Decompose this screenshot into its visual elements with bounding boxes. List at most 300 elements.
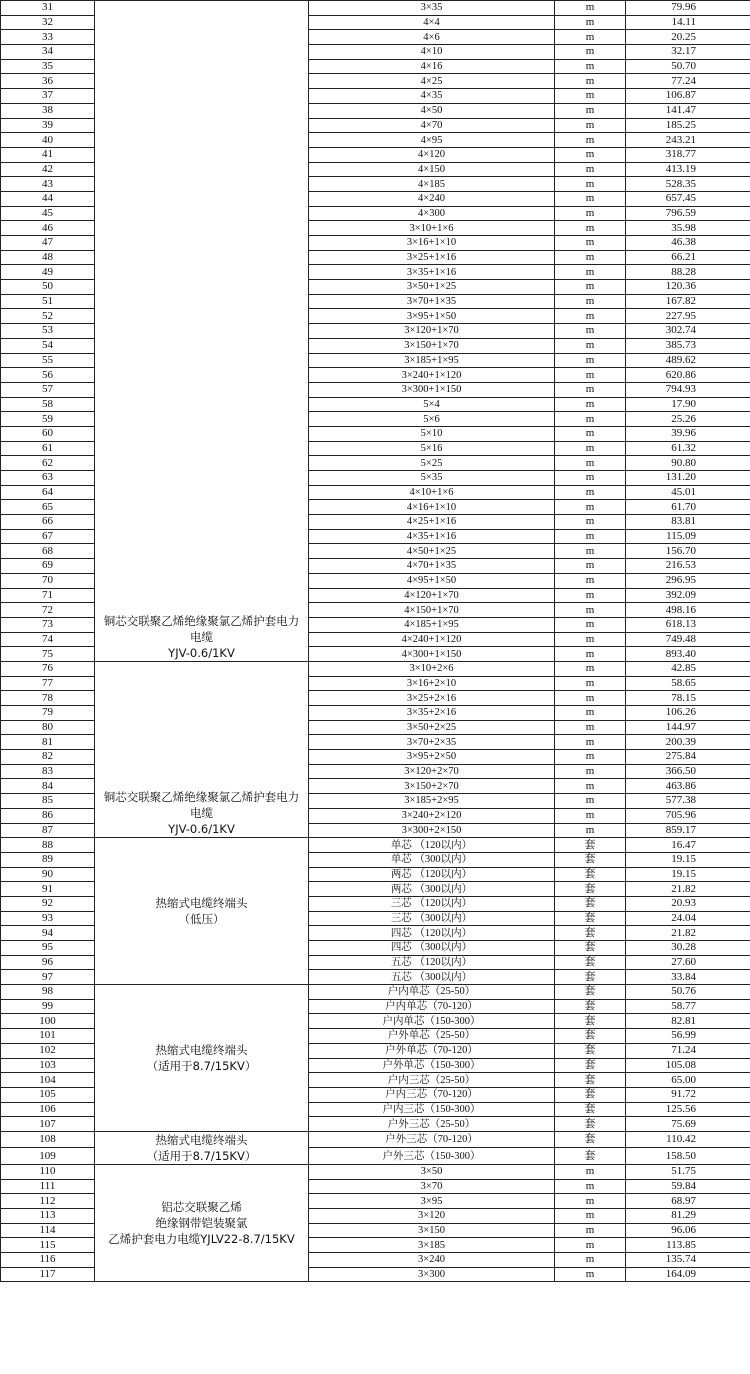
item-price: 59.84 xyxy=(626,1179,750,1194)
item-spec: 3×10+2×6 xyxy=(309,661,555,676)
row-number: 66 xyxy=(1,515,95,530)
item-unit: m xyxy=(555,1209,626,1224)
row-number: 68 xyxy=(1,544,95,559)
item-spec: 5×25 xyxy=(309,456,555,471)
item-unit: m xyxy=(555,1223,626,1238)
item-unit: m xyxy=(555,603,626,618)
item-spec: 4×16 xyxy=(309,59,555,74)
item-price: 164.09 xyxy=(626,1267,750,1282)
item-spec: 3×16+2×10 xyxy=(309,676,555,691)
item-price: 141.47 xyxy=(626,103,750,118)
item-unit: m xyxy=(555,485,626,500)
item-unit: m xyxy=(555,441,626,456)
row-number: 99 xyxy=(1,999,95,1014)
item-unit: 套 xyxy=(555,1117,626,1132)
item-price: 144.97 xyxy=(626,720,750,735)
item-unit: m xyxy=(555,1253,626,1268)
item-price: 58.65 xyxy=(626,676,750,691)
row-number: 67 xyxy=(1,529,95,544)
row-number: 57 xyxy=(1,382,95,397)
item-unit: 套 xyxy=(555,1043,626,1058)
item-price: 33.84 xyxy=(626,970,750,985)
item-unit: m xyxy=(555,221,626,236)
row-number: 70 xyxy=(1,573,95,588)
item-unit: m xyxy=(555,1,626,16)
item-unit: m xyxy=(555,647,626,662)
row-number: 49 xyxy=(1,265,95,280)
row-number: 35 xyxy=(1,59,95,74)
row-number: 61 xyxy=(1,441,95,456)
item-price: 216.53 xyxy=(626,559,750,574)
item-price: 749.48 xyxy=(626,632,750,647)
row-number: 95 xyxy=(1,941,95,956)
item-price: 77.24 xyxy=(626,74,750,89)
item-unit: m xyxy=(555,617,626,632)
row-number: 42 xyxy=(1,162,95,177)
item-name-line: YJV-0.6/1KV xyxy=(168,822,235,837)
item-spec: 4×50 xyxy=(309,103,555,118)
row-number: 46 xyxy=(1,221,95,236)
item-unit: 套 xyxy=(555,970,626,985)
item-unit: m xyxy=(555,103,626,118)
row-number: 48 xyxy=(1,250,95,265)
item-spec: 单芯 （120以内） xyxy=(309,838,555,853)
item-spec: 5×10 xyxy=(309,426,555,441)
item-price: 56.99 xyxy=(626,1029,750,1044)
item-name-line: 电缆 xyxy=(190,806,213,821)
item-unit: m xyxy=(555,59,626,74)
item-unit: m xyxy=(555,338,626,353)
item-name-line: 电缆 xyxy=(190,629,213,644)
item-unit: 套 xyxy=(555,985,626,1000)
item-unit: m xyxy=(555,265,626,280)
item-price: 45.01 xyxy=(626,485,750,500)
row-number: 62 xyxy=(1,456,95,471)
item-unit: m xyxy=(555,206,626,221)
item-unit: 套 xyxy=(555,941,626,956)
item-spec: 4×16+1×10 xyxy=(309,500,555,515)
item-price: 794.93 xyxy=(626,382,750,397)
item-spec: 户外单芯（25-50） xyxy=(309,1029,555,1044)
item-name-line: YJV-0.6/1KV xyxy=(168,645,235,660)
item-spec: 4×240 xyxy=(309,191,555,206)
item-unit: m xyxy=(555,691,626,706)
row-number: 97 xyxy=(1,970,95,985)
row-number: 73 xyxy=(1,617,95,632)
item-spec: 3×185+1×95 xyxy=(309,353,555,368)
item-spec: 4×120 xyxy=(309,147,555,162)
item-spec: 3×35+2×16 xyxy=(309,706,555,721)
item-unit: m xyxy=(555,294,626,309)
item-price: 528.35 xyxy=(626,177,750,192)
item-unit: 套 xyxy=(555,1014,626,1029)
item-spec: 3×150+2×70 xyxy=(309,779,555,794)
item-unit: m xyxy=(555,794,626,809)
row-number: 90 xyxy=(1,867,95,882)
row-number: 88 xyxy=(1,838,95,853)
item-spec: 3×300+2×150 xyxy=(309,823,555,838)
item-unit: 套 xyxy=(555,1058,626,1073)
item-unit: m xyxy=(555,588,626,603)
item-spec: 4×70+1×35 xyxy=(309,559,555,574)
item-spec: 4×10+1×6 xyxy=(309,485,555,500)
item-unit: m xyxy=(555,456,626,471)
item-name-line: 绝缘钢带铠装聚氯 xyxy=(155,1216,248,1231)
item-unit: m xyxy=(555,412,626,427)
row-number: 94 xyxy=(1,926,95,941)
item-spec: 户外三芯（150-300） xyxy=(309,1148,555,1165)
item-unit: m xyxy=(555,118,626,133)
item-price: 200.39 xyxy=(626,735,750,750)
item-unit: m xyxy=(555,309,626,324)
item-unit: m xyxy=(555,162,626,177)
item-price: 106.87 xyxy=(626,89,750,104)
item-spec: 户外单芯（70-120） xyxy=(309,1043,555,1058)
item-price: 498.16 xyxy=(626,603,750,618)
row-number: 111 xyxy=(1,1179,95,1194)
item-unit: m xyxy=(555,823,626,838)
item-unit: m xyxy=(555,706,626,721)
item-spec: 四芯 （120以内） xyxy=(309,926,555,941)
item-price: 75.69 xyxy=(626,1117,750,1132)
item-price: 30.28 xyxy=(626,941,750,956)
item-price: 50.76 xyxy=(626,985,750,1000)
item-unit: m xyxy=(555,1179,626,1194)
item-price: 61.70 xyxy=(626,500,750,515)
item-name-line: 热缩式电缆终端头 xyxy=(155,1043,248,1057)
item-spec: 3×95+1×50 xyxy=(309,309,555,324)
item-price: 705.96 xyxy=(626,808,750,823)
row-number: 52 xyxy=(1,309,95,324)
item-unit: m xyxy=(555,720,626,735)
item-unit: m xyxy=(555,15,626,30)
item-price: 185.25 xyxy=(626,118,750,133)
item-name xyxy=(95,661,309,837)
item-spec: 3×35 xyxy=(309,1,555,16)
item-unit: m xyxy=(555,250,626,265)
item-unit: 套 xyxy=(555,838,626,853)
row-number: 85 xyxy=(1,794,95,809)
item-spec: 4×25 xyxy=(309,74,555,89)
row-number: 96 xyxy=(1,955,95,970)
item-spec: 4×95+1×50 xyxy=(309,573,555,588)
item-price: 88.28 xyxy=(626,265,750,280)
item-spec: 4×70 xyxy=(309,118,555,133)
item-spec: 户内单芯（25-50） xyxy=(309,985,555,1000)
row-number: 105 xyxy=(1,1087,95,1102)
item-unit: m xyxy=(555,45,626,60)
item-spec: 3×120+2×70 xyxy=(309,764,555,779)
item-spec: 5×35 xyxy=(309,471,555,486)
row-number: 36 xyxy=(1,74,95,89)
item-price: 463.86 xyxy=(626,779,750,794)
item-spec: 3×25+1×16 xyxy=(309,250,555,265)
row-number: 79 xyxy=(1,706,95,721)
item-unit: m xyxy=(555,544,626,559)
item-unit: m xyxy=(555,808,626,823)
row-number: 59 xyxy=(1,412,95,427)
item-price: 131.20 xyxy=(626,471,750,486)
row-number: 55 xyxy=(1,353,95,368)
item-spec: 户外三芯（25-50） xyxy=(309,1117,555,1132)
row-number: 72 xyxy=(1,603,95,618)
item-price: 39.96 xyxy=(626,426,750,441)
row-number: 113 xyxy=(1,1209,95,1224)
item-unit: m xyxy=(555,559,626,574)
item-name xyxy=(95,985,309,1132)
item-spec: 3×50+2×25 xyxy=(309,720,555,735)
row-number: 63 xyxy=(1,471,95,486)
item-unit: 套 xyxy=(555,1148,626,1165)
row-number: 45 xyxy=(1,206,95,221)
item-spec: 3×120 xyxy=(309,1209,555,1224)
item-unit: m xyxy=(555,661,626,676)
item-unit: m xyxy=(555,426,626,441)
item-unit: 套 xyxy=(555,1102,626,1117)
item-price: 91.72 xyxy=(626,1087,750,1102)
item-unit: 套 xyxy=(555,852,626,867)
item-price: 577.38 xyxy=(626,794,750,809)
item-name xyxy=(95,1131,309,1164)
item-price: 105.08 xyxy=(626,1058,750,1073)
item-unit: 套 xyxy=(555,1029,626,1044)
row-number: 39 xyxy=(1,118,95,133)
item-name-line: 铜芯交联聚乙烯绝缘聚氯乙烯护套电力 xyxy=(103,613,300,628)
item-unit: m xyxy=(555,529,626,544)
item-price: 79.96 xyxy=(626,1,750,16)
item-spec: 单芯 （300以内） xyxy=(309,852,555,867)
row-number: 32 xyxy=(1,15,95,30)
item-unit: m xyxy=(555,177,626,192)
item-unit: m xyxy=(555,676,626,691)
item-name-line: 乙烯护套电力电缆YJLV22-8.7/15KV xyxy=(108,1232,295,1247)
item-unit: m xyxy=(555,133,626,148)
item-spec: 5×6 xyxy=(309,412,555,427)
item-price: 893.40 xyxy=(626,647,750,662)
item-price: 120.36 xyxy=(626,280,750,295)
item-spec: 3×150 xyxy=(309,1223,555,1238)
item-unit: m xyxy=(555,324,626,339)
row-number: 69 xyxy=(1,559,95,574)
row-number: 101 xyxy=(1,1029,95,1044)
item-unit: m xyxy=(555,368,626,383)
item-spec: 3×240 xyxy=(309,1253,555,1268)
row-number: 56 xyxy=(1,368,95,383)
item-price: 275.84 xyxy=(626,750,750,765)
row-number: 115 xyxy=(1,1238,95,1253)
item-price: 125.56 xyxy=(626,1102,750,1117)
item-price: 227.95 xyxy=(626,309,750,324)
item-spec: 4×6 xyxy=(309,30,555,45)
row-number: 87 xyxy=(1,823,95,838)
row-number: 38 xyxy=(1,103,95,118)
item-unit: 套 xyxy=(555,1087,626,1102)
row-number: 83 xyxy=(1,764,95,779)
item-spec: 4×185+1×95 xyxy=(309,617,555,632)
item-price: 859.17 xyxy=(626,823,750,838)
row-number: 34 xyxy=(1,45,95,60)
row-number: 77 xyxy=(1,676,95,691)
row-number: 104 xyxy=(1,1073,95,1088)
row-number: 50 xyxy=(1,280,95,295)
item-spec: 4×300+1×150 xyxy=(309,647,555,662)
item-unit: m xyxy=(555,573,626,588)
item-price: 20.25 xyxy=(626,30,750,45)
item-price: 66.21 xyxy=(626,250,750,265)
item-unit: m xyxy=(555,30,626,45)
item-spec: 3×10+1×6 xyxy=(309,221,555,236)
row-number: 86 xyxy=(1,808,95,823)
item-price: 392.09 xyxy=(626,588,750,603)
row-number: 103 xyxy=(1,1058,95,1073)
table-row xyxy=(1,661,750,676)
item-price: 620.86 xyxy=(626,368,750,383)
row-number: 114 xyxy=(1,1223,95,1238)
item-unit: m xyxy=(555,500,626,515)
table-row xyxy=(1,1131,750,1148)
row-number: 112 xyxy=(1,1194,95,1209)
item-price: 318.77 xyxy=(626,147,750,162)
row-number: 92 xyxy=(1,896,95,911)
item-spec: 4×185 xyxy=(309,177,555,192)
item-spec: 户内三芯（150-300） xyxy=(309,1102,555,1117)
item-spec: 4×35+1×16 xyxy=(309,529,555,544)
row-number: 78 xyxy=(1,691,95,706)
item-unit: 套 xyxy=(555,999,626,1014)
row-number: 74 xyxy=(1,632,95,647)
item-price: 302.74 xyxy=(626,324,750,339)
item-price: 90.80 xyxy=(626,456,750,471)
row-number: 71 xyxy=(1,588,95,603)
row-number: 75 xyxy=(1,647,95,662)
item-name xyxy=(95,1164,309,1282)
item-spec: 户内单芯（150-300） xyxy=(309,1014,555,1029)
row-number: 43 xyxy=(1,177,95,192)
item-price: 81.29 xyxy=(626,1209,750,1224)
item-price: 657.45 xyxy=(626,191,750,206)
item-unit: m xyxy=(555,471,626,486)
item-unit: m xyxy=(555,515,626,530)
item-spec: 3×185+2×95 xyxy=(309,794,555,809)
item-spec: 3×16+1×10 xyxy=(309,236,555,251)
row-number: 82 xyxy=(1,750,95,765)
item-spec: 户内三芯（70-120） xyxy=(309,1087,555,1102)
item-spec: 4×50+1×25 xyxy=(309,544,555,559)
item-spec: 4×4 xyxy=(309,15,555,30)
item-spec: 户内三芯（25-50） xyxy=(309,1073,555,1088)
item-price: 46.38 xyxy=(626,236,750,251)
item-unit: 套 xyxy=(555,911,626,926)
table-row xyxy=(1,1164,750,1179)
table-row xyxy=(1,985,750,1000)
item-unit: 套 xyxy=(555,896,626,911)
item-spec: 两芯 （120以内） xyxy=(309,867,555,882)
item-unit: m xyxy=(555,280,626,295)
row-number: 64 xyxy=(1,485,95,500)
item-unit: m xyxy=(555,74,626,89)
item-spec: 3×185 xyxy=(309,1238,555,1253)
item-unit: 套 xyxy=(555,926,626,941)
row-number: 41 xyxy=(1,147,95,162)
row-number: 108 xyxy=(1,1131,95,1148)
item-spec: 5×4 xyxy=(309,397,555,412)
item-spec: 3×95+2×50 xyxy=(309,750,555,765)
item-unit: 套 xyxy=(555,867,626,882)
item-price: 19.15 xyxy=(626,867,750,882)
item-name xyxy=(95,1,309,662)
row-number: 53 xyxy=(1,324,95,339)
item-price: 167.82 xyxy=(626,294,750,309)
item-price: 618.13 xyxy=(626,617,750,632)
item-price: 19.15 xyxy=(626,852,750,867)
item-price: 489.62 xyxy=(626,353,750,368)
item-price: 796.59 xyxy=(626,206,750,221)
row-number: 91 xyxy=(1,882,95,897)
item-spec: 4×120+1×70 xyxy=(309,588,555,603)
row-number: 110 xyxy=(1,1164,95,1179)
item-price: 385.73 xyxy=(626,338,750,353)
row-number: 98 xyxy=(1,985,95,1000)
item-price: 156.70 xyxy=(626,544,750,559)
item-spec: 4×25+1×16 xyxy=(309,515,555,530)
row-number: 89 xyxy=(1,852,95,867)
item-price: 113.85 xyxy=(626,1238,750,1253)
item-spec: 3×240+1×120 xyxy=(309,368,555,383)
item-name-line: （低压） xyxy=(178,912,225,927)
item-spec: 4×240+1×120 xyxy=(309,632,555,647)
row-number: 106 xyxy=(1,1102,95,1117)
item-price: 21.82 xyxy=(626,926,750,941)
item-spec: 3×35+1×16 xyxy=(309,265,555,280)
table-row xyxy=(1,1,750,16)
item-spec: 3×150+1×70 xyxy=(309,338,555,353)
item-spec: 3×70+1×35 xyxy=(309,294,555,309)
item-price: 106.26 xyxy=(626,706,750,721)
item-spec: 4×150 xyxy=(309,162,555,177)
item-name-line: 热缩式电缆终端头 xyxy=(155,896,248,911)
row-number: 40 xyxy=(1,133,95,148)
item-unit: 套 xyxy=(555,1131,626,1148)
row-number: 84 xyxy=(1,779,95,794)
item-price: 25.26 xyxy=(626,412,750,427)
row-number: 107 xyxy=(1,1117,95,1132)
item-price: 83.81 xyxy=(626,515,750,530)
item-price: 42.85 xyxy=(626,661,750,676)
item-unit: m xyxy=(555,382,626,397)
item-spec: 3×240+2×120 xyxy=(309,808,555,823)
item-unit: m xyxy=(555,353,626,368)
row-number: 102 xyxy=(1,1043,95,1058)
item-spec: 3×25+2×16 xyxy=(309,691,555,706)
item-price: 65.00 xyxy=(626,1073,750,1088)
row-number: 80 xyxy=(1,720,95,735)
item-spec: 5×16 xyxy=(309,441,555,456)
item-price: 58.77 xyxy=(626,999,750,1014)
row-number: 44 xyxy=(1,191,95,206)
item-spec: 五芯 （300以内） xyxy=(309,970,555,985)
item-spec: 4×300 xyxy=(309,206,555,221)
item-price: 16.47 xyxy=(626,838,750,853)
item-price: 27.60 xyxy=(626,955,750,970)
item-name-line: 铜芯交联聚乙烯绝缘聚氯乙烯护套电力 xyxy=(103,790,300,805)
item-unit: m xyxy=(555,236,626,251)
item-name-line: 热缩式电缆终端头 xyxy=(155,1132,248,1147)
item-unit: m xyxy=(555,750,626,765)
item-spec: 4×35 xyxy=(309,89,555,104)
item-price: 17.90 xyxy=(626,397,750,412)
item-unit: m xyxy=(555,735,626,750)
price-table-body xyxy=(1,1,750,1282)
